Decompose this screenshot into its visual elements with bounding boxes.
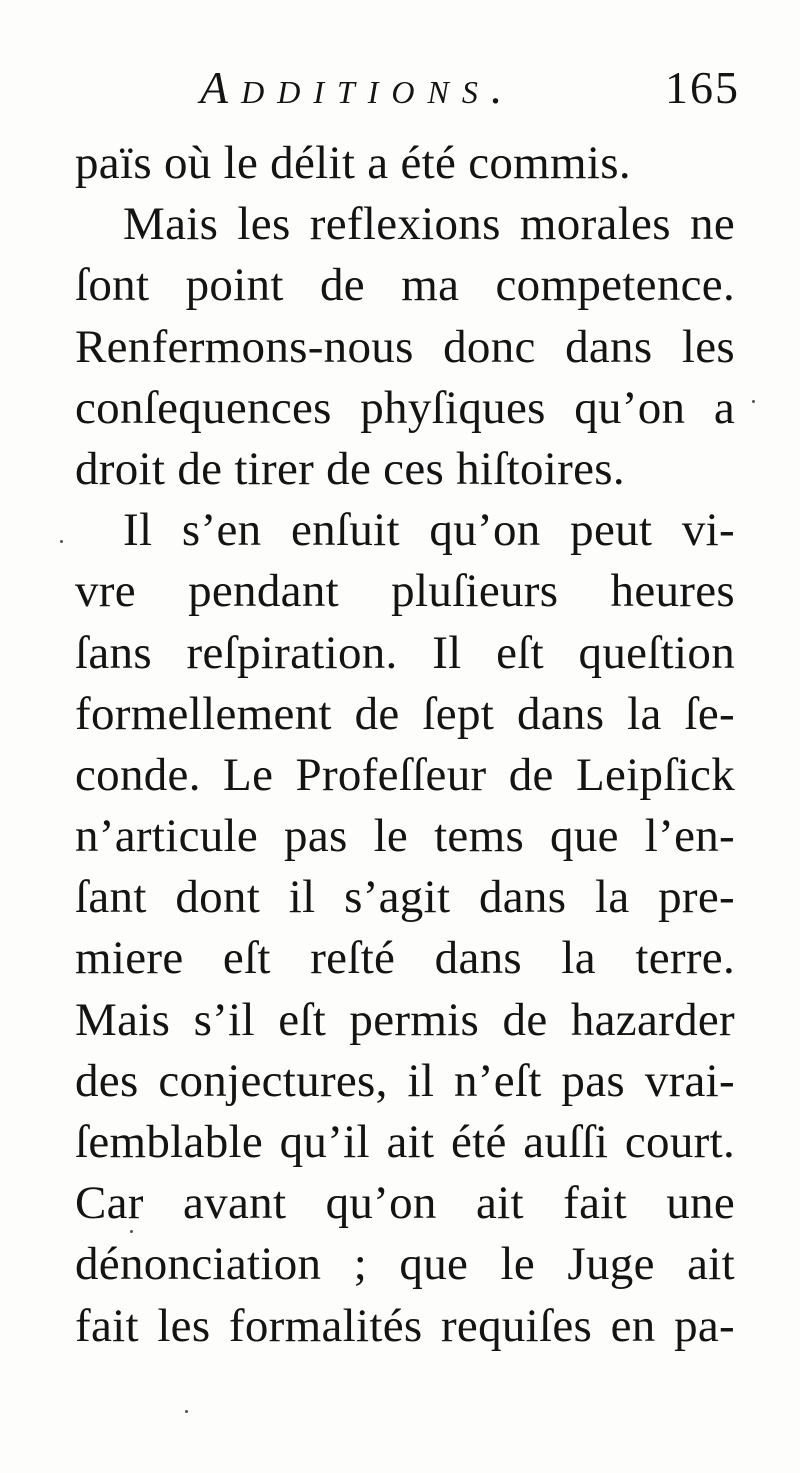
text-line: Renfermons-nous donc dans les [75,320,735,373]
text-line: Car avant qu’on ait fait une [75,1177,735,1230]
text-line: formellement de ſept dans la ſe- [75,687,735,740]
text-line: fait les formalités requiſes en pa- [75,1299,735,1352]
text-line: ſans reſpiration. Il eſt queſtion [75,626,735,679]
page-header [200,58,740,118]
text-line: Il s’en enſuit qu’on peut vi- [123,504,735,557]
text-line: conſequences phyſiques qu’on a [75,381,735,434]
print-speck [130,1230,133,1233]
text-line: ſant dont il s’agit dans la pre- [75,871,735,924]
text-line: ſont point de ma competence. [75,259,735,312]
running-head: Additions. [200,62,516,113]
text-line: droit de tirer de ces hiſtoires. [75,442,625,495]
print-speck [185,1410,188,1413]
text-line: Mais s’il eſt permis de hazarder [75,993,735,1046]
page-number: 165 [665,62,740,113]
text-line: ſemblable qu’il ait été auſſi court. [75,1116,735,1168]
print-speck [752,400,755,403]
text-line: païs où le délit a été commis. [75,137,631,189]
text-line: Mais les reflexions morales ne [123,198,735,251]
print-speck [60,540,63,543]
text-line: dénonciation ; que le Juge ait [75,1238,735,1291]
text-line: vre pendant pluſieurs heures [75,565,735,618]
text-line: conde. Le Profeſſeur de Leipſick [75,748,735,801]
text-line: miere eſt reſté dans la terre. [75,932,735,985]
text-line: n’articule pas le tems que l’en- [75,810,735,863]
text-line: des conjectures, il n’eſt pas vrai- [75,1054,735,1107]
body-text [75,133,735,1357]
